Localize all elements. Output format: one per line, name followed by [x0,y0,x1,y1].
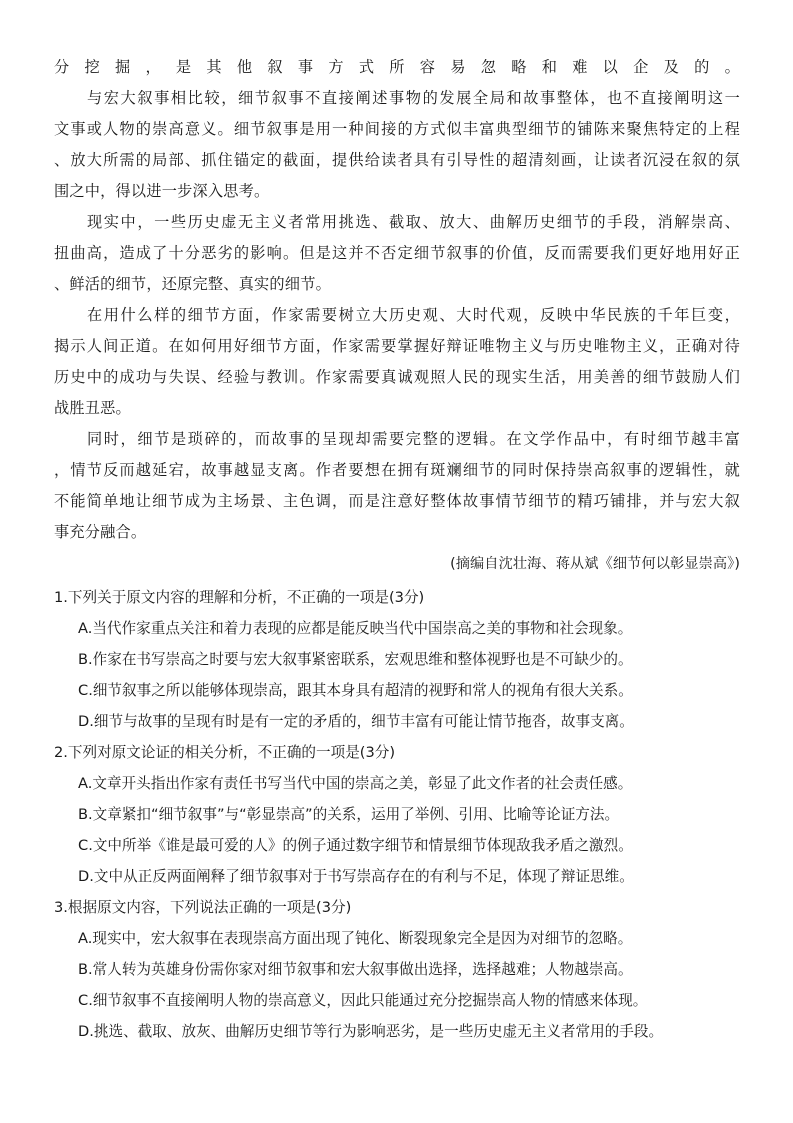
passage-line: 同时，细节是琐碎的，而故事的呈现却需要完整的逻辑。在文学作品中，有时细节越丰富 [87,430,740,448]
passage-line: 揭示人间正道。在如何用好细节方面，作家需要掌握好辩证唯物主义与历史唯物主义，正确对待 [54,337,740,355]
question-option-a: A.文章开头指出作家有责任书写当代中国的崇高之美，彰显了此文作者的社会责任感。 [78,775,633,792]
question-option-c: C.细节叙事之所以能够体现崇高，跟其本身具有超清的视野和常人的视角有很大关系。 [78,682,633,699]
question-option-c: C.细节叙事不直接阐明人物的崇高意义，因此只能通过充分挖掘崇高人物的情感来体现。 [78,992,648,1009]
passage-line: 、放大所需的局部、抓住锚定的截面，提供给读者具有引导性的超清刻画，让读者沉浸在叙的氛 [54,151,740,169]
passage-line: 与宏大叙事相比较，细节叙事不直接阐述事物的发展全局和故事整体，也不直接阐明这一 [87,89,740,107]
question-option-d: D.细节与故事的呈现有时是有一定的矛盾的，细节丰富有可能让情节拖沓，故事支离。 [78,713,634,730]
question-option-a: A.当代作家重点关注和着力表现的应都是能反映当代中国崇高之美的事物和社会现象。 [78,620,633,637]
passage-line: 现实中，一些历史虚无主义者常用挑选、截取、放大、曲解历史细节的手段，消解崇高、 [87,213,740,231]
passage-line: 战胜丑恶。 [54,399,131,417]
question-option-d: D.挑选、截取、放灰、曲解历史细节等行为影响恶劣，是一些历史虚无主义者常用的手段。 [78,1023,664,1040]
question-option-a: A.现实中，宏大叙事在表现崇高方面出现了钝化、断裂现象完全是因为对细节的忽略。 [78,930,633,947]
question-stem: 1.下列关于原文内容的理解和分析，不正确的一项是(3分) [54,589,425,606]
question-3 [54,892,754,1047]
passage-line: 事充分融合。 [54,523,147,541]
reading-passage [54,52,740,572]
question-stem: 3.根据原文内容，下列说法正确的一项是(3分) [54,899,352,916]
question-stem: 2.下列对原文论证的相关分析，不正确的一项是(3分) [54,744,396,761]
question-option-d: D.文中从正反两面阐释了细节叙事对于书写崇高存在的有利与不足，体现了辩证思维。 [78,868,634,885]
question-1 [54,582,754,737]
passage-line: 分挖掘，是其他叙事方式所容易忽略和难以企及的。 [54,58,740,76]
passage-line: 、鲜活的细节，还原完整、真实的细节。 [54,275,331,293]
passage-line: ，情节反而越延宕，故事越显支离。作者要想在拥有斑斓细节的同时保持崇高叙事的逻辑性，就 [54,461,740,479]
question-option-b: B.文章紧扣“细节叙事”与“彰显崇高”的关系，运用了举例、引用、比喻等论证方法。 [78,806,620,823]
passage-line: 历史中的成功与失误、经验与教训。作家需要真诚观照人民的现实生活，用美善的细节鼓励人们 [54,368,740,386]
passage-source: (摘编自沈壮海、蒋从斌《细节何以彰显崇高》) [450,556,740,572]
question-option-b: B.常人转为英雄身份需你家对细节叙事和宏大叙事做出选择，选择越难；人物越崇高。 [78,961,633,978]
passage-line: 在用什么样的细节方面，作家需要树立大历史观、大时代观，反映中华民族的千年巨变， [87,306,740,324]
passage-line: 文事或人物的崇高意义。细节叙事是用一种间接的方式似丰富典型细节的铺陈来聚焦特定的上程 [54,120,740,138]
question-option-b: B.作家在书写崇高之时要与宏大叙事紧密联系，宏观思维和整体视野也是不可缺少的。 [78,651,633,668]
question-2 [54,737,754,892]
passage-line: 扭曲高，造成了十分恶劣的影响。但是这并不否定细节叙事的价值，反而需要我们更好地用好正 [54,244,740,262]
passage-line: 围之中，得以进一步深入思考。 [54,182,270,200]
question-option-c: C.文中所举《谁是最可爱的人》的例子通过数字细节和情景细节体现敌我矛盾之激烈。 [78,837,633,854]
passage-line: 不能简单地让细节成为主场景、主色调，而是注意好整体故事情节细节的精巧铺排，并与宏大叙 [54,492,740,510]
question-list [54,582,754,1047]
